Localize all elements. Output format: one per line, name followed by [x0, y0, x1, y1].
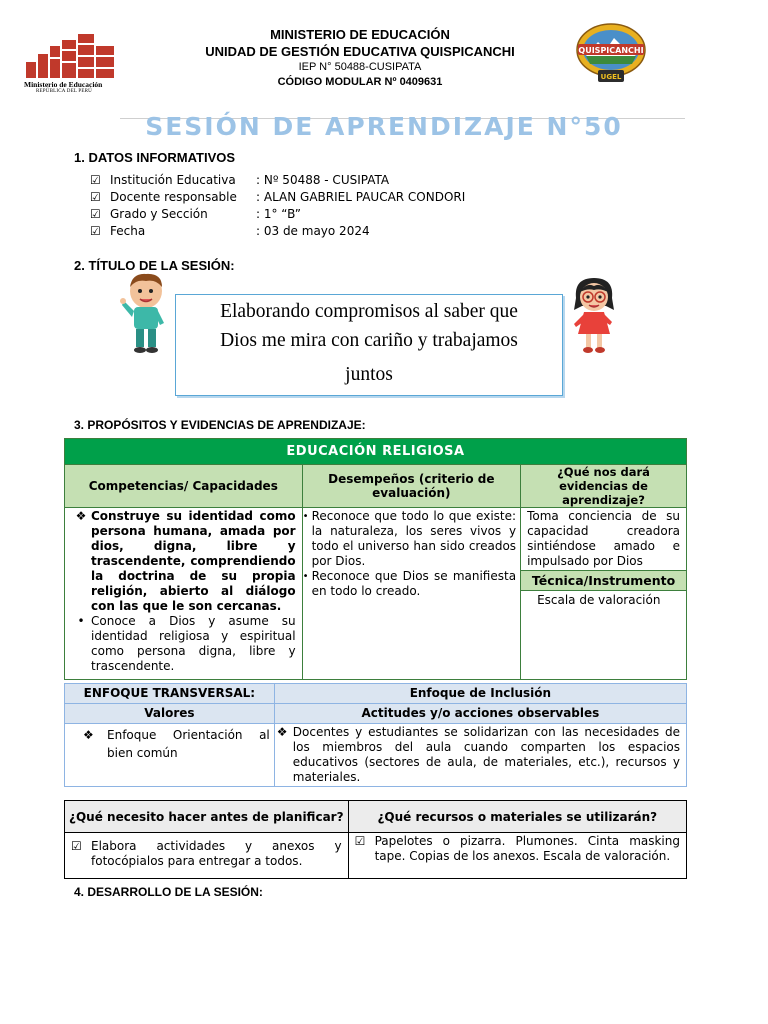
competencias-cell: [65, 508, 303, 680]
logo-subtitle: REPÚBLICA DEL PERÚ: [36, 89, 92, 94]
datos-value: : ALAN GABRIEL PAUCAR CONDORI: [256, 190, 466, 204]
answer-antes-item: [71, 839, 342, 869]
answer-recursos-cell: [348, 833, 686, 879]
datos-row: [90, 172, 465, 189]
datos-row: [90, 223, 465, 240]
ministerio-logo: [20, 32, 120, 100]
section-heading-propositos: 3. PROPÓSITOS Y EVIDENCIAS DE APRENDIZAJE:: [74, 418, 366, 432]
actitudes-header: Actitudes y/o acciones observables: [274, 704, 686, 724]
tecnica-header: Técnica/Instrumento: [521, 571, 687, 591]
valor-item: [83, 726, 270, 762]
propositos-table: [64, 438, 687, 680]
ugel-logo-text: QUISPICANCHI: [578, 46, 644, 55]
actitud-text: Docentes y estudiantes se solidarizan con las necesidades de los miembros del aula cuando comparten los espacios educativos (sectores de aula, de materiales, etc.), recursos y materiales.: [292, 725, 680, 784]
column-header-competencias: Competencias/ Capacidades: [65, 465, 303, 508]
desempeno-item: [303, 509, 516, 569]
datos-informativos: [90, 172, 465, 240]
actitud-item: [277, 725, 680, 785]
checkbox-icon: ☑: [71, 839, 82, 853]
column-header-evidencias: ¿Qué nos dará evidencias de aprendizaje?: [521, 465, 687, 508]
enfoque-name: Enfoque de Inclusión: [274, 684, 686, 704]
ministerio-bars-icon: [24, 32, 119, 78]
area-header: EDUCACIÓN RELIGIOSA: [65, 439, 687, 465]
question-antes: ¿Qué necesito hacer antes de planificar?: [65, 801, 349, 833]
institution-header: [150, 26, 570, 90]
valor-text: Enfoque Orientación al bien común: [107, 728, 270, 760]
desempeno-text: Reconoce que Dios se manifiesta en todo lo creado.: [311, 569, 517, 598]
planificacion-table: [64, 800, 687, 879]
dot-bullet-icon: •: [302, 511, 309, 522]
desempenos-cell: [302, 508, 520, 680]
boy-illustration-icon: [120, 271, 170, 355]
session-title: SESIÓN DE APRENDIZAJE N°50: [145, 112, 623, 141]
session-title-line: juntos: [345, 364, 393, 385]
dot-bullet-icon: •: [77, 614, 85, 628]
diamond-bullet-icon: ❖: [276, 725, 288, 739]
dot-bullet-icon: •: [302, 571, 309, 582]
datos-row: [90, 206, 465, 223]
checkbox-icon: ☑: [354, 834, 366, 848]
column-header-desempenos: Desempeños (criterio de evaluación): [302, 465, 520, 508]
competencia-item: [71, 509, 296, 614]
ugel-badge-text: UGEL: [600, 73, 622, 81]
valores-header: Valores: [65, 704, 275, 724]
session-title-line: Elaborando compromisos al saber que: [220, 301, 518, 322]
capacidad-text: Conoce a Dios y asume su identidad religiosa y espiritual como persona digna, libre y trascendente.: [91, 614, 296, 673]
datos-value: : Nº 50488 - CUSIPATA: [256, 173, 390, 187]
question-recursos: ¿Qué recursos o materiales se utilizarán?: [348, 801, 686, 833]
section-heading-datos: 1. DATOS INFORMATIVOS: [74, 150, 236, 165]
header-ugel: UNIDAD DE GESTIÓN EDUCATIVA QUISPICANCHI: [205, 44, 515, 59]
enfoque-label: ENFOQUE TRANSVERSAL:: [65, 684, 275, 704]
session-title-line: Dios me mira con cariño y trabajamos: [220, 330, 518, 351]
answer-recursos-item: [355, 834, 680, 864]
answer-recursos-text: Papelotes o pizarra. Plumones. Cinta masking tape. Copias de los anexos. Escala de valoración.: [374, 834, 680, 863]
session-title-box: [175, 294, 563, 396]
desempeno-item: [303, 569, 516, 599]
answer-antes-cell: [65, 833, 349, 879]
evidencia-cell: Toma conciencia de su capacidad creadora sintiéndose amado e impulsado por Dios: [521, 508, 687, 571]
header-iep: IEP N° 50488-CUSIPATA: [298, 61, 422, 73]
desempeno-text: Reconoce que todo lo que existe: la naturaleza, los seres vivos y todo el universo han sido creados por Dios.: [311, 509, 517, 568]
datos-label: Grado y Sección: [110, 207, 208, 221]
document-header: [0, 22, 768, 102]
capacidad-item: [71, 614, 296, 674]
datos-value: : 1° “B”: [256, 207, 301, 221]
datos-label: Docente responsable: [110, 190, 237, 204]
ugel-logo: [574, 22, 648, 86]
section-heading-titulo: 2. TÍTULO DE LA SESIÓN:: [74, 258, 235, 273]
checkbox-icon: ☑: [90, 224, 101, 238]
diamond-bullet-icon: ❖: [75, 509, 87, 523]
checkbox-icon: ☑: [90, 173, 101, 187]
valor-cell: [65, 724, 275, 787]
checkbox-icon: ☑: [90, 207, 101, 221]
section-heading-desarrollo: 4. DESARROLLO DE LA SESIÓN:: [74, 885, 263, 899]
enfoque-table: [64, 683, 687, 787]
datos-label: Fecha: [110, 224, 146, 238]
datos-value: : 03 de mayo 2024: [256, 224, 370, 238]
checkbox-icon: ☑: [90, 190, 101, 204]
competencia-text: Construye su identidad como persona humana, amada por dios, digna, libre y trascendente, comprendiendo la doctrina de su propia religión, abierto al diálogo con las que le son cercanas.: [91, 509, 296, 613]
instrumento-cell: Escala de valoración: [521, 591, 687, 680]
answer-antes-text: Elabora actividades y anexos y fotocópialos para entregar a todos.: [91, 839, 342, 868]
datos-row: [90, 189, 465, 206]
logo-title: Ministerio de Educación: [24, 80, 103, 89]
diamond-bullet-icon: ❖: [83, 728, 94, 742]
header-ministerio: MINISTERIO DE EDUCACIÓN: [270, 27, 450, 42]
girl-illustration-icon: [570, 276, 618, 354]
header-codigo: CÓDIGO MODULAR Nº 0409631: [277, 76, 443, 88]
actitud-cell: [274, 724, 686, 787]
datos-label: Institución Educativa: [110, 173, 236, 187]
